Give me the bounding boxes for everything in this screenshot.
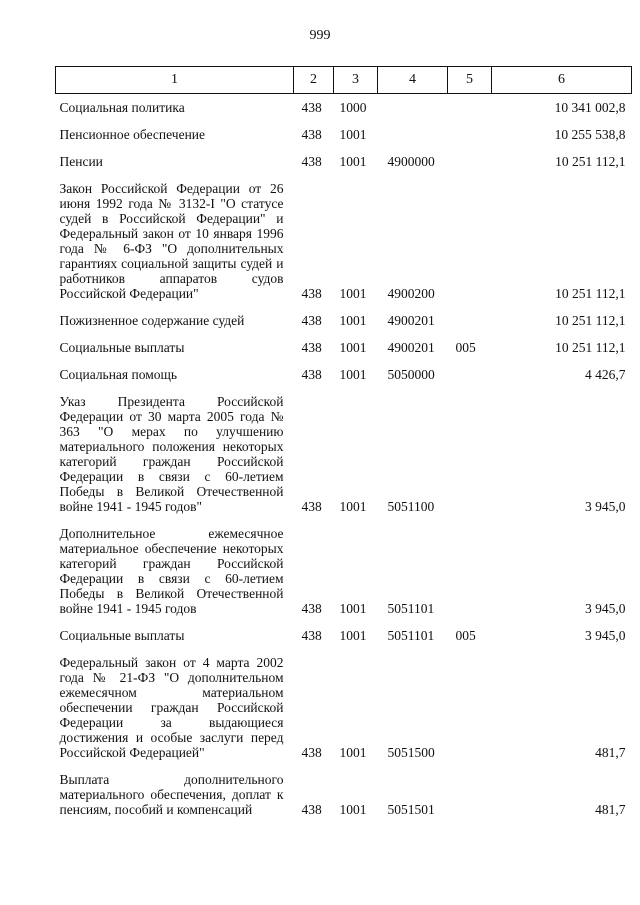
table-row (56, 301, 632, 328)
page-number: 999 (309, 28, 331, 43)
expense-type-code: 005 (455, 628, 476, 643)
amount: 481,7 (595, 802, 626, 817)
amount: 10 255 538,8 (554, 127, 626, 142)
amount: 3 945,0 (585, 628, 626, 643)
section-code: 1001 (339, 745, 367, 760)
section-code: 1001 (339, 628, 367, 643)
target-article-code: 5051101 (387, 601, 435, 616)
header-col-3: 3 (334, 67, 378, 94)
table-row (56, 328, 632, 355)
amount: 10 251 112,1 (555, 286, 626, 301)
target-article-code: 4900201 (387, 340, 435, 355)
item-name: Социальная политика (59, 100, 185, 115)
amount: 4 426,7 (585, 367, 626, 382)
chapter-code: 438 (301, 601, 322, 616)
section-code: 1000 (339, 100, 367, 115)
expense-type-code (448, 760, 492, 817)
amount: 3 945,0 (585, 499, 626, 514)
chapter-code: 438 (301, 628, 322, 643)
section-code: 1001 (339, 340, 367, 355)
table-header-row (56, 67, 632, 94)
table-row (56, 514, 632, 616)
budget-table (55, 66, 632, 817)
item-name: Закон Российской Федерации от 26 июня 1992 года № 3132-I "О статусе судей в Российской Федерации" и Федеральный закон от 10 января 1996 года № 6-ФЗ "О дополнительных гарантиях социальной защиты судей и работников аппаратов судов Российской Федерации" (59, 181, 284, 301)
expense-type-code (448, 355, 492, 382)
target-article-code (378, 94, 448, 116)
header-col-4: 4 (378, 67, 448, 94)
chapter-code: 438 (301, 802, 322, 817)
header-col-6: 6 (492, 67, 632, 94)
section-code: 1001 (339, 313, 367, 328)
expense-type-code (448, 643, 492, 760)
table-row (56, 94, 632, 116)
expense-type-code (448, 514, 492, 616)
item-name: Указ Президента Российской Федерации от 30 марта 2005 года № 363 "О мерах по улучшению материального положения некоторых категорий граждан Российской Федерации в связи с 60-летием Победы в Великой Отечественной войне 1941 - 1945 годов" (59, 394, 284, 514)
section-code: 1001 (339, 286, 367, 301)
expense-type-code: 005 (455, 340, 476, 355)
chapter-code: 438 (301, 286, 322, 301)
target-article-code: 5051500 (387, 745, 435, 760)
chapter-code: 438 (301, 154, 322, 169)
item-name: Пенсионное обеспечение (59, 127, 206, 142)
expense-type-code (448, 382, 492, 514)
chapter-code: 438 (301, 127, 322, 142)
table-row (56, 760, 632, 817)
expense-type-code (448, 115, 492, 142)
chapter-code: 438 (301, 313, 322, 328)
target-article-code: 4900201 (387, 313, 435, 328)
amount: 10 251 112,1 (555, 313, 626, 328)
section-code: 1001 (339, 367, 367, 382)
section-code: 1001 (339, 802, 367, 817)
item-name: Социальные выплаты (59, 628, 185, 643)
item-name: Пенсии (59, 154, 103, 169)
amount: 10 251 112,1 (555, 340, 626, 355)
item-name: Социальная помощь (59, 367, 178, 382)
target-article-code: 5051100 (387, 499, 435, 514)
table-body (56, 94, 632, 818)
target-article-code (378, 115, 448, 142)
expense-type-code (448, 94, 492, 116)
item-name: Дополнительное ежемесячное материальное обеспечение некоторых категорий граждан Российской Федерации в связи с 60-летием Победы в Великой Отечественной войне 1941 - 1945 годов (59, 526, 284, 616)
item-name: Социальные выплаты (59, 340, 185, 355)
target-article-code: 5051101 (387, 628, 435, 643)
chapter-code: 438 (301, 367, 322, 382)
item-name: Пожизненное содержание судей (59, 313, 245, 328)
expense-type-code (448, 142, 492, 169)
target-article-code: 5051501 (387, 802, 435, 817)
expense-type-code (448, 169, 492, 301)
target-article-code: 5050000 (387, 367, 435, 382)
amount: 3 945,0 (585, 601, 626, 616)
target-article-code: 4900000 (387, 154, 435, 169)
amount: 10 341 002,8 (554, 100, 626, 115)
header-col-5: 5 (448, 67, 492, 94)
amount: 481,7 (595, 745, 626, 760)
table-row (56, 169, 632, 301)
section-code: 1001 (339, 154, 367, 169)
table-row (56, 382, 632, 514)
amount: 10 251 112,1 (555, 154, 626, 169)
chapter-code: 438 (301, 340, 322, 355)
target-article-code: 4900200 (387, 286, 435, 301)
table-row (56, 616, 632, 643)
expense-type-code (448, 301, 492, 328)
item-name: Выплата дополнительного материального обеспечения, доплат к пенсиям, пособий и компенсаций (59, 772, 284, 817)
section-code: 1001 (339, 127, 367, 142)
header-col-1: 1 (56, 67, 294, 94)
table-row (56, 142, 632, 169)
chapter-code: 438 (301, 100, 322, 115)
chapter-code: 438 (301, 499, 322, 514)
table-row (56, 115, 632, 142)
section-code: 1001 (339, 601, 367, 616)
table-row (56, 355, 632, 382)
table-row (56, 643, 632, 760)
chapter-code: 438 (301, 745, 322, 760)
header-col-2: 2 (294, 67, 334, 94)
section-code: 1001 (339, 499, 367, 514)
item-name: Федеральный закон от 4 марта 2002 года № 21-ФЗ "О дополнительном ежемесячном материальном обеспечении граждан Российской Федерации за выдающиеся достижения и особые заслуги перед Российской Федерацией" (59, 655, 284, 760)
